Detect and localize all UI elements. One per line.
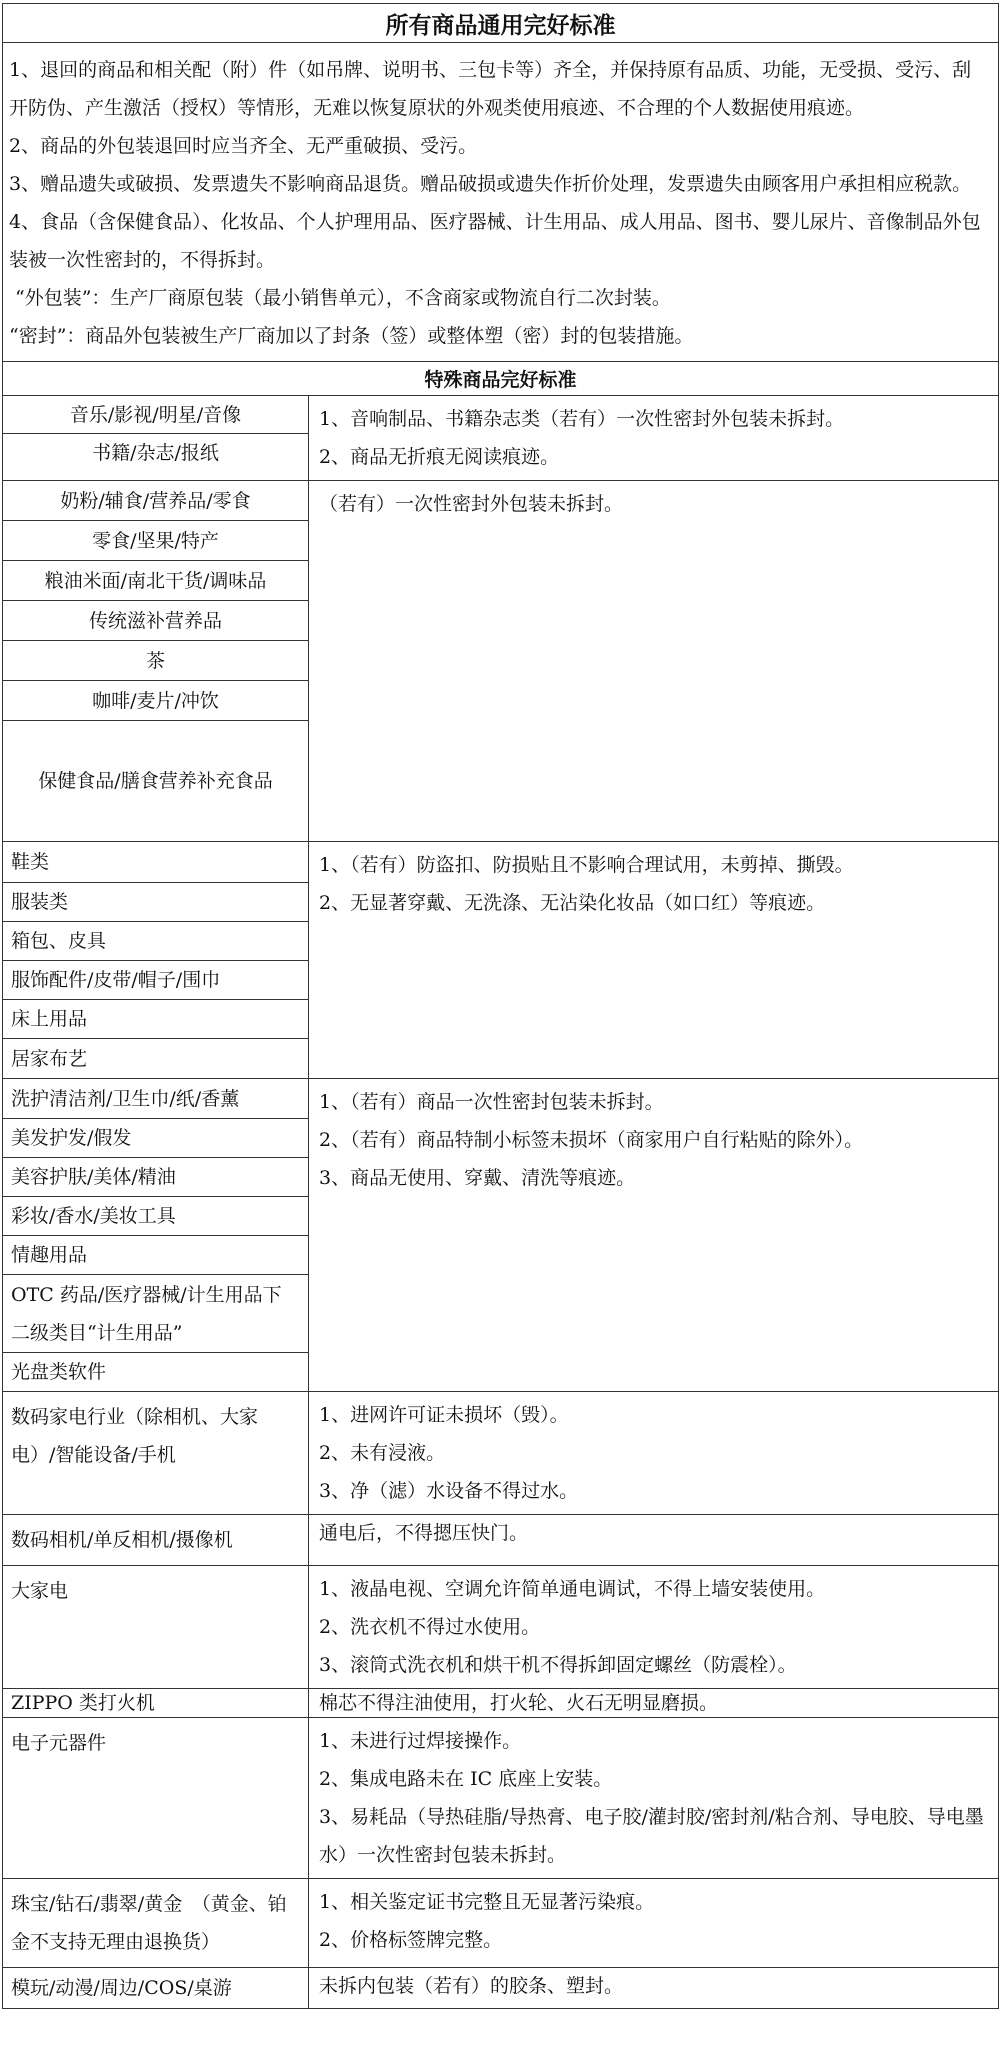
table-row xyxy=(3,1515,999,1566)
category-item: 保健食品/膳食营养补充食品 xyxy=(38,770,273,792)
category-item: 粮油米面/南北干货/调味品 xyxy=(3,561,308,601)
rule-item: 1、进网许可证未损坏（毁）。 xyxy=(319,1404,569,1426)
table-row xyxy=(3,1879,999,1968)
category-item: 床上用品 xyxy=(3,1000,308,1039)
category-item: 美容护肤/美体/精油 xyxy=(3,1158,308,1197)
rules-cell xyxy=(309,481,999,842)
table-row xyxy=(3,1392,999,1515)
category-cell xyxy=(3,842,309,1079)
category-cell xyxy=(3,396,309,481)
rule-item: 通电后，不得摁压快门。 xyxy=(319,1522,529,1544)
general-note-outer-package: “外包装”：生产厂商原包装（最小销售单元），不含商家或物流自行二次封装。 xyxy=(15,287,671,309)
rule-item: 未拆内包装（若有）的胶条、塑封。 xyxy=(319,1975,624,1997)
category-cell: 大家电 xyxy=(3,1566,309,1689)
return-standards-table xyxy=(2,3,999,2009)
rules-cell xyxy=(309,1968,999,2009)
category-item: 美发护发/假发 xyxy=(3,1119,308,1158)
rule-item: （若有）一次性密封外包装未拆封。 xyxy=(319,493,624,515)
rules-cell xyxy=(309,1392,999,1515)
general-note-seal: “密封”：商品外包装被生产厂商加以了封条（签）或整体塑（密）封的包装措施。 xyxy=(9,325,694,347)
rules-cell xyxy=(309,1079,999,1392)
rules-cell xyxy=(309,842,999,1079)
rule-item: 1、未进行过焊接操作。 xyxy=(319,1730,522,1752)
category-item: 茶 xyxy=(3,641,308,681)
category-cell: 电子元器件 xyxy=(3,1718,309,1879)
category-item: 鞋类 xyxy=(3,842,308,883)
rules-cell xyxy=(309,1566,999,1689)
rule-item: 1、（若有）商品一次性密封包装未拆封。 xyxy=(319,1091,664,1113)
table-row xyxy=(3,1968,999,2009)
category-item: 服装类 xyxy=(3,883,308,922)
category-item: OTC 药品/医疗器械/计生用品下二级类目“计生用品” xyxy=(3,1275,308,1353)
category-item: 光盘类软件 xyxy=(11,1361,107,1383)
category-cell: 数码相机/单反相机/摄像机 xyxy=(3,1515,309,1566)
rule-item: 1、相关鉴定证书完整且无显著污染痕。 xyxy=(319,1891,655,1913)
rule-item: 1、（若有）防盗扣、防损贴且不影响合理试用，未剪掉、撕毁。 xyxy=(319,854,854,876)
category-cell: ZIPPO 类打火机 xyxy=(3,1689,309,1718)
category-item: 书籍/杂志/报纸 xyxy=(92,442,219,464)
category-item: 咖啡/麦片/冲饮 xyxy=(3,681,308,721)
table-row xyxy=(3,481,999,842)
general-rule-1: 1、退回的商品和相关配（附）件（如吊牌、说明书、三包卡等）齐全，并保持原有品质、功能，无受损、受污、刮开防伪、产生激活（授权）等情形，无难以恢复原状的外观类使用痕迹、不合理的个人数据使用痕迹。 xyxy=(9,59,972,119)
rule-item: 2、未有浸液。 xyxy=(319,1442,446,1464)
general-rule-4: 4、食品（含保健食品）、化妆品、个人护理用品、医疗器械、计生用品、成人用品、图书、婴儿尿片、音像制品外包装被一次性密封的，不得拆封。 xyxy=(9,211,981,271)
rule-item: 1、液晶电视、空调允许简单通电调试，不得上墙安装使用。 xyxy=(319,1578,826,1600)
table-row xyxy=(3,1079,999,1392)
rule-item: 3、滚筒式洗衣机和烘干机不得拆卸固定螺丝（防震栓）。 xyxy=(319,1654,797,1676)
category-item: 箱包、皮具 xyxy=(3,922,308,961)
general-rules xyxy=(3,43,999,362)
rule-item: 棉芯不得注油使用，打火轮、火石无明显磨损。 xyxy=(319,1692,719,1714)
rule-item: 2、价格标签牌完整。 xyxy=(319,1929,503,1951)
category-cell xyxy=(3,1079,309,1392)
category-item: 居家布艺 xyxy=(11,1047,88,1070)
rule-item: 3、净（滤）水设备不得过水。 xyxy=(319,1480,579,1502)
rule-item: 2、（若有）商品特制小标签未损坏（商家用户自行粘贴的除外）。 xyxy=(319,1129,864,1151)
rules-cell xyxy=(309,396,999,481)
category-cell xyxy=(3,481,309,842)
category-item: 传统滋补营养品 xyxy=(3,601,308,641)
rules-cell xyxy=(309,1879,999,1968)
category-item: 情趣用品 xyxy=(3,1236,308,1275)
special-title: 特殊商品完好标准 xyxy=(3,362,999,396)
table-row xyxy=(3,1689,999,1718)
rules-cell xyxy=(309,1718,999,1879)
rule-item: 2、无显著穿戴、无洗涤、无沾染化妆品（如口红）等痕迹。 xyxy=(319,892,826,914)
table-row xyxy=(3,1718,999,1879)
rule-item: 2、集成电路未在 IC 底座上安装。 xyxy=(319,1768,613,1790)
rule-item: 2、洗衣机不得过水使用。 xyxy=(319,1616,541,1638)
category-item: 彩妆/香水/美妆工具 xyxy=(3,1197,308,1236)
table-row xyxy=(3,842,999,1079)
rule-item: 1、音响制品、书籍杂志类（若有）一次性密封外包装未拆封。 xyxy=(319,408,845,430)
general-title: 所有商品通用完好标准 xyxy=(3,4,999,43)
rules-cell xyxy=(309,1515,999,1566)
rule-item: 2、商品无折痕无阅读痕迹。 xyxy=(319,446,560,468)
category-item: 音乐/影视/明星/音像 xyxy=(3,396,308,434)
general-rule-2: 2、商品的外包装退回时应当齐全、无严重破损、受污。 xyxy=(9,135,478,157)
category-item: 洗护清洁剂/卫生巾/纸/香薰 xyxy=(3,1079,308,1119)
category-item: 奶粉/辅食/营养品/零食 xyxy=(3,481,308,521)
table-row xyxy=(3,1566,999,1689)
rule-item: 3、商品无使用、穿戴、清洗等痕迹。 xyxy=(319,1167,636,1189)
category-cell: 模玩/动漫/周边/COS/桌游 xyxy=(3,1968,309,2009)
rule-item: 3、易耗品（导热硅脂/导热膏、电子胶/灌封胶/密封剂/粘合剂、导电胶、导电墨水）一次性密封包装未拆封。 xyxy=(319,1806,984,1866)
category-cell: 珠宝/钻石/翡翠/黄金 （黄金、铂金不支持无理由退换货） xyxy=(3,1879,309,1968)
table-row xyxy=(3,396,999,481)
category-item: 零食/坚果/特产 xyxy=(3,521,308,561)
category-cell: 数码家电行业（除相机、大家电）/智能设备/手机 xyxy=(3,1392,309,1515)
general-rule-3: 3、赠品遗失或破损、发票遗失不影响商品退货。赠品破损或遗失作折价处理，发票遗失由顾客用户承担相应税款。 xyxy=(9,173,972,195)
rules-cell xyxy=(309,1689,999,1718)
category-item: 服饰配件/皮带/帽子/围巾 xyxy=(3,961,308,1000)
